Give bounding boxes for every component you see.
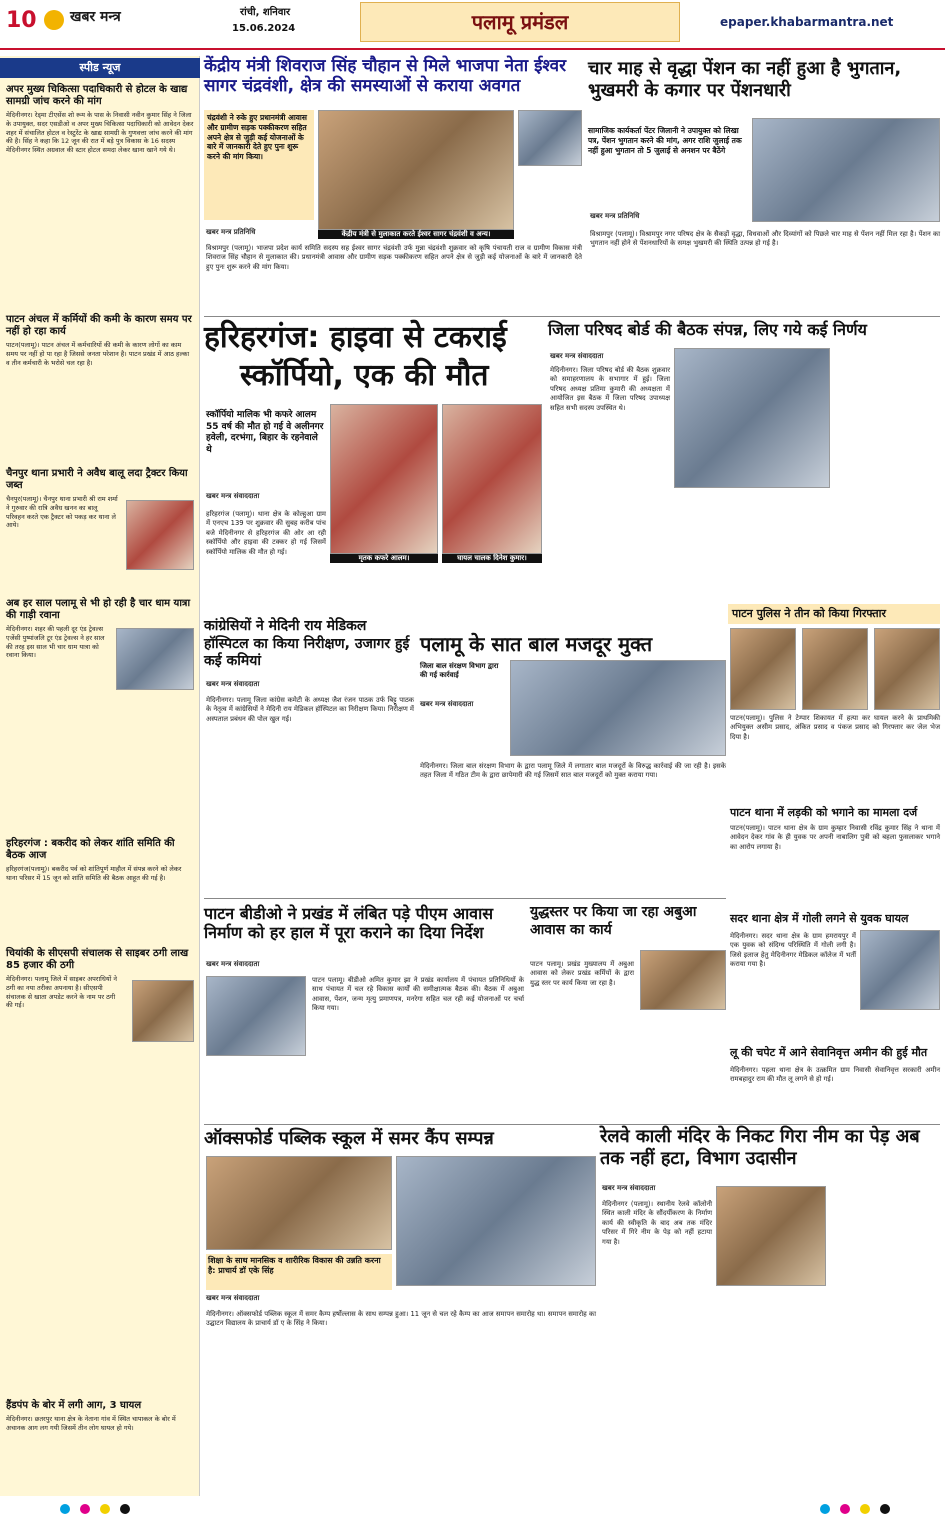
accident-victim-photo — [330, 404, 438, 554]
logo-icon — [44, 10, 64, 30]
story-body: मेदिनीनगर। छतरपुर थाना क्षेत्र के नेताना गांव में स्थित चापाकल के बोर में अचानक आग लग गयी जिसमें तीन लोग घायल हो गये। — [6, 1415, 176, 1432]
story-headline: पाटन अंचल में कर्मियों की कमी के कारण समय पर नहीं हो रहा कार्य — [6, 314, 192, 337]
zila-headline: जिला परिषद बोर्ड की बैठक संपन्न, लिए गये कई निर्णय — [548, 320, 867, 339]
police-headline-box — [728, 604, 940, 624]
child-labour-byline: खबर मन्त्र संवाददाता — [420, 700, 474, 708]
top-story-byline: खबर मन्त्र प्रतिनिधि — [206, 228, 256, 236]
child-labour-headline: पलामू के सात बाल मजदूर मुक्त — [420, 632, 653, 656]
color-dot — [120, 1504, 130, 1514]
minister-portrait-photo — [518, 110, 582, 166]
divider — [204, 316, 940, 317]
color-dot — [860, 1504, 870, 1514]
speed-news-banner: स्पीड न्यूज — [0, 58, 200, 78]
accident-caption-2: घायल चालक दिनेश कुमार। — [442, 554, 542, 563]
color-dot — [60, 1504, 70, 1514]
story-body: मेदिनीनगर। पलामू जिले में साइबर अपराधियों ने ठगी का नया तरीका अपनाया है। सीएसपी संचालक से खाता अपडेट करने के नाम पर ठगी की गई। — [6, 975, 117, 1010]
city-day: रांची, शनिवार — [240, 7, 291, 18]
yatra-photo — [116, 628, 194, 690]
pension-headline: चार माह से वृद्धा पेंशन का नहीं हुआ है भुगतान, भुखमरी के कगार पर पेंशनधारी — [588, 58, 902, 101]
divider — [204, 1124, 940, 1125]
accident-caption-1: मृतक कफरे आलम। — [330, 554, 438, 563]
heat-body: मेदिनीनगर। पहला थाना क्षेत्र के उत्क्रमित ग्राम निवासी सेवानिवृत्त सरकारी अमीन रामबहादुर राम की मौत लू लगने से हो गई। — [730, 1066, 940, 1084]
divider — [204, 898, 726, 899]
war-photo — [640, 950, 726, 1010]
shot-body: मेदिनीनगर। सदर थाना क्षेत्र के ग्राम हमरायपुर में एक युवक को संदिग्ध परिस्थिति में गोली लगी है। जिसे इलाज हेतु मेदिनीनगर मेडिकल कॉलेज में भर्ती कराया गया है। — [730, 932, 856, 969]
camp-quote-box — [206, 1254, 392, 1290]
camp-students-photo — [396, 1156, 596, 1286]
printer-color-bar — [0, 1500, 945, 1517]
tree-byline: खबर मन्त्र संवाददाता — [602, 1184, 656, 1192]
color-dot — [840, 1504, 850, 1514]
left-story-5 — [6, 838, 194, 883]
color-dot — [820, 1504, 830, 1514]
camp-byline: खबर मन्त्र संवाददाता — [206, 1294, 260, 1302]
war-headline: युद्धस्तर पर किया जा रहा अबुआ आवास का कार्य — [530, 904, 697, 938]
child-labour-photo — [510, 660, 726, 756]
issue-date: 15.06.2024 — [232, 23, 296, 34]
pension-quote: सामाजिक कार्यकर्ता पेंटर जिलानी ने उपायुक्त को लिखा पत्र, पेंशन भुगतान करने की मांग, अगर राशि जुलाई तक नहीं हुआ भुगतान तो 5 जुलाई से अनशन पर बैठेंगे — [588, 126, 742, 155]
color-dot — [880, 1504, 890, 1514]
page-number: 10 — [6, 8, 37, 33]
story-body: मेदिनीनगर। शहर की पहली दूर एंड ट्रेवल्स एजेंसी पुष्पांजलि टूर एंड ट्रेवल्स ने हर साल की तरह इस साल भी चार धाम यात्रा को रवाना किया। — [6, 625, 105, 660]
left-story-3 — [6, 468, 194, 530]
zila-byline: खबर मन्त्र संवाददाता — [550, 352, 604, 360]
story-headline: हैंडपंप के बोर में लगी आग, 3 घायल — [6, 1400, 142, 1411]
child-labour-body: मेदिनीनगर। जिला बाल संरक्षण विभाग के द्वारा पलामू जिले में लगातार बाल मजदूरों के विरुद्ध कार्रवाई की जा रही है। इसके तहत जिला में गठित टीम के द्वारा छापेमारी की गई जिसमें सात बाल मजदूरों को मुक्त कराया गया। — [420, 762, 726, 780]
left-story-7 — [6, 1400, 194, 1433]
accident-headline-line2: स्कॉर्पियो, एक की मौत — [240, 358, 489, 393]
accused-photo-1 — [730, 628, 796, 710]
accused-photo-2 — [802, 628, 868, 710]
camp-body: मेदिनीनगर। ऑक्सफोर्ड पब्लिक स्कूल में समर कैम्प हर्षोल्लास के साथ सम्पन्न हुआ। 11 जून से चल रहे कैम्प का आज समापन समारोह था। समापन समारोह का उद्घाटन विद्यालय के प्राचार्य डॉ ए के सिंह ने किया। — [206, 1310, 596, 1328]
heat-headline: लू की चपेट में आने सेवानिवृत्त अमीन की हुई मौत — [730, 1046, 928, 1059]
top-story-body: विश्रामपुर (पलामू)। भाजपा प्रदेश कार्य समिति सदस्य सह ईश्वर सागर चंद्रवंशी उर्फ मुन्ना चंद्रवंशी शुक्रवार को कृषि पंचायती राज व ग्रामीण विकास मंत्री शिवराज सिंह चौहान से मुलाकात की। प्रधानमंत्री आवास और ग्रामीण सड़क पक्कीकरण सहित अपने क्षेत्र से जुड़ी कई योजनाओं के बारे में जानकारी देते हुए पुनः शुरू करने की मांग किया। — [206, 244, 582, 271]
story-headline: अपर मुख्य चिकित्सा पदाधिकारी से होटल के खाद्य सामग्री जांच करने की मांग — [6, 84, 188, 107]
story-headline: अब हर साल पलामू से भी हो रही है चार धाम यात्रा की गाड़ी रवाना — [6, 598, 191, 621]
pension-byline: खबर मन्त्र प्रतिनिधि — [590, 212, 640, 220]
child-labour-quote: जिला बाल संरक्षण विभाग द्वारा की गई कार्रवाई — [420, 662, 499, 680]
hospital-headline: कांग्रेसियों ने मेदिनी राय मेडिकल हॉस्पिटल का किया निरीक्षण, उजागर हुई कई कमियां — [204, 618, 410, 669]
section-title: पलामू प्रमंडल — [360, 2, 680, 42]
police-headline: पाटन पुलिस ने तीन को किया गिरफ्तार — [732, 607, 886, 620]
pension-protest-photo — [752, 118, 940, 222]
tractor-photo — [126, 500, 194, 570]
top-story-headline: केंद्रीय मंत्री शिवराज सिंह चौहान से मिले भाजपा नेता ईश्वर सागर चंद्रवंशी, क्षेत्र की समस्याओं से कराया अवगत — [204, 56, 567, 97]
awas-byline: खबर मन्त्र संवाददाता — [206, 960, 260, 968]
color-dot — [100, 1504, 110, 1514]
police-body: पाटन(पलामू)। पुलिस ने टेम्पार शिकायत में हत्या कर घायल करने के प्राथमिकी अभियुक्त असीम प्रसाद, अंकित प्रसाद व पंकज प्रसाद को गिरफ्तार कर जेल भेज दिया है। — [730, 714, 940, 741]
shot-headline: सदर थाना क्षेत्र में गोली लगने से युवक घायल — [730, 912, 909, 925]
top-story-quote: चंद्रवंशी ने रुके हुए प्रधानमंत्री आवास और ग्रामीण सड़क पक्कीकरण सहित अपने क्षेत्र से जुड़ी कई योजनाओं के बारे में जानकारी देते हुए पुनः शुरू करने की मांग किया। — [207, 113, 307, 161]
shot-hospital-photo — [860, 930, 940, 1010]
top-story-quote-box — [204, 110, 314, 220]
awas-headline: पाटन बीडीओ ने प्रखंड में लंबित पड़े पीएम आवास निर्माण को हर हाल में पूरा कराने का दिया निर्देश — [204, 904, 494, 943]
tree-headline: रेलवे काली मंदिर के निकट गिरा नीम का पेड़ अब तक नहीं हटा, विभाग उदासीन — [600, 1126, 920, 1169]
accident-byline: खबर मन्त्र संवाददाता — [206, 492, 260, 500]
story-headline: चियांकी के सीएसपी संचालक से साइबर ठगी लाख 85 हजार की ठगी — [6, 948, 189, 971]
story-headline: हरिहरगंज : बकरीद को लेकर शांति समिति की बैठक आज — [6, 838, 175, 861]
cyber-accused-photo — [132, 980, 194, 1042]
story-body: पाटन(पलामू)। पाटन अंचल में कर्मचारियों की कमी के कारण लोगों का काम समय पर नहीं हो पा रहा है जिससे जनता परेशान है। पाटन प्रखंड में आठ हल्का व तीन कर्मचारी के भरोसे चल रहा है। — [6, 341, 190, 367]
camp-quote: शिक्षा के साथ मानसिक व शारीरिक विकास की उन्नति करना है: प्राचार्य डॉ एके सिंह — [208, 1256, 381, 1276]
accident-headline-line1: हरिहरगंज: हाइवा से टकराई — [204, 320, 507, 355]
camp-stage-photo — [206, 1156, 392, 1250]
awas-meeting-photo — [206, 976, 306, 1056]
accused-photo-3 — [874, 628, 940, 710]
minister-meeting-photo — [318, 110, 514, 230]
accident-quote: स्कॉर्पियो मालिक भी कफरे आलम 55 वर्ष की मौत हो गई वे अलीनगर हवेली, दरभंगा, बिहार के रहनेवाले थे — [206, 410, 324, 456]
zila-body: मेदिनीनगर। जिला परिषद बोर्ड की बैठक शुक्रवार को समाहरणालय के सभागार में हुई। जिला परिषद अध्यक्ष प्रतिमा कुमारी की अध्यक्षता में आयोजित इस बैठक में जिला परिषद उपाध्यक्ष सहित सभी सदस्य उपस्थित थे। — [550, 366, 670, 412]
injured-driver-photo — [442, 404, 542, 554]
story-body: मेदिनीनगर। रेड्मा टीएसेंस शो रूम के पास के निवासी नवीन कुमार सिंह ने जिला के उपायुक्त, सदर एसडीओ व अपर मुख्य चिकित्सा पदाधिकारी को आवेदन देकर शहर में संचालित होटल व रेस्टुरेंट के खाद्य सामग्री के गुणवत्ता जांच करने की मांग की है। सिंह ने कहा कि 12 जून की रात में बड़े पुत्र विकास के 16 सदस्य मेदिनीनगर स्थित अग्रवाल की स्टार होटल समदा लेकर खाना खाने गये थे। — [6, 111, 194, 155]
story-body: हरिहरगंज(पलामू)। बकरीद पर्व को शांतिपूर्ण माहौल में संपन्न करने को लेकर थाना परिसर में 15 जून को शांति समिति की बैठक आहूत की गई है। — [6, 865, 182, 882]
story-body: चैनपुर(पलामू)। चैनपुर थाना प्रभारी श्री राम शर्मा ने गुरुवार की रात्रि अवैध खनन का बालू परिवहन करते एक ट्रैक्टर को पकड़ कर थाना ले आये। — [6, 495, 118, 530]
story-headline: चैनपुर थाना प्रभारी ने अवैध बालू लदा ट्रैक्टर किया जब्त — [6, 468, 188, 491]
zila-meeting-photo — [674, 348, 830, 488]
top-story — [204, 56, 582, 97]
girl-headline: पाटन थाना में लड़की को भगाने का मामला दर्ज — [730, 806, 918, 819]
left-story-2 — [6, 314, 194, 367]
hospital-byline: खबर मन्त्र संवाददाता — [206, 680, 260, 688]
left-story-1 — [6, 84, 194, 155]
camp-headline: ऑक्सफोर्ड पब्लिक स्कूल में समर कैंप सम्पन्न — [204, 1128, 494, 1149]
awas-body: पाटन पलामू। बीडीओ अमित कुमार झा ने प्रखंड कार्यालय में पंचायत प्रतिनिधियों के साथ पंचायत में चल रहे विकास कार्यों की समीक्षात्मक बैठक की। बैठक में अबुआ आवास, पेंशन, जन्म मृत्यु प्रमाणपत्र, मनरेगा सहित चल रही कई योजनाओं पर चर्चा किया गया। — [312, 976, 524, 1013]
tree-body: मेदिनीनगर (पलामू)। स्थानीय रेलवे कॉलोनी स्थित काली मंदिर के सौंदर्यीकरण के निर्माण कार्य की स्वीकृति के बाद अब तक मंदिर परिसर में गिरे नीम के पेड़ को नहीं हटाया गया है। — [602, 1200, 712, 1246]
fallen-tree-photo — [716, 1186, 826, 1286]
left-story-4 — [6, 598, 194, 660]
left-column — [0, 56, 200, 1496]
girl-body: पाटन(पलामू)। पाटन थाना क्षेत्र के ग्राम कुम्हार निवासी रविंद्र कुमार सिंह ने थाना में आवेदन देकर गांव के ही युवक पर अपनी नाबालिग पुत्री को बहला फुसलाकर भगाने का आरोप लगाया है। — [730, 824, 940, 851]
hospital-body: मेदिनीनगर। पलामू जिला कांग्रेस कमेटी के अध्यक्ष जैश रंजन पाठक उर्फ बिट्टू पाठक के नेतृत्व में कांग्रेसियों ने मेदिनी राय मेडिकल हॉस्पिटल का निरीक्षण किया। निरीक्षण में अस्पताल प्रबंधन की पोल खुल गई। — [206, 696, 414, 723]
accident-body: हरिहरगंज (पलामू)। थाना क्षेत्र के कोल्हुआ ग्राम में एनएच 139 पर शुक्रवार की सुबह करीब पांच बजे मेदिनीनगर से हरिहरगंज की ओर आ रही स्कॉर्पियो और हाइवा की टक्कर हो गई जिसमें स्कॉर्पियो मालिक की मौत हो गई। — [206, 510, 326, 556]
left-story-6 — [6, 948, 194, 1010]
color-dot — [80, 1504, 90, 1514]
war-body: पाटन पलामू। प्रखंड मुख्यालय में अबुआ आवास को लेकर प्रखंड कर्मियों के द्वारा युद्ध स्तर पर कार्य किया जा रहा है। — [530, 960, 634, 987]
epaper-link[interactable]: epaper.khabarmantra.net — [720, 15, 894, 29]
top-story-caption: केंद्रीय मंत्री से मुलाकात करते ईश्वर सागर चंद्रवंशी व अन्य। — [318, 230, 514, 239]
pension-body: विश्रामपुर (पलामू)। विश्रामपुर नगर परिषद क्षेत्र के सैकड़ों वृद्धा, विधवाओं और दिव्यांगों को पिछले चार माह से पेंशन नहीं मिल रहा है। पेंशन का भुगतान नहीं होने से पेंशनधारियों के समक्ष भुखमरी की स्थिति उत्पन्न हो गई है। — [590, 230, 940, 248]
newspaper-logo: खबर मन्त्र — [70, 9, 121, 25]
